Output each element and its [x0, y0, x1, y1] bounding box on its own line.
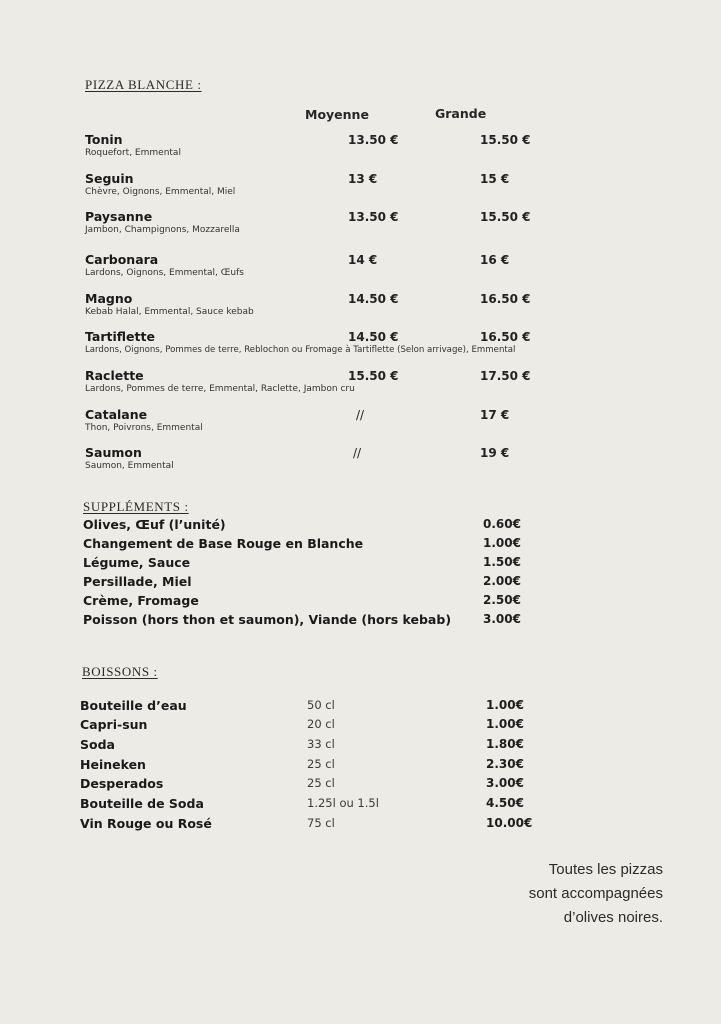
- price-grande: 19 €: [480, 446, 510, 460]
- price-grande: 16.50 €: [480, 330, 531, 344]
- supplements-heading: SUPPLÉMENTS :: [83, 499, 189, 514]
- supplement-row: [0, 574, 721, 593]
- note-line: Toutes les pizzas: [548, 861, 663, 878]
- col-grande-header: Grande: [435, 106, 487, 121]
- col-moyenne-header: Moyenne: [305, 107, 369, 122]
- pizza-blanche-heading: PIZZA BLANCHE :: [85, 77, 202, 92]
- note-line: d’olives noires.: [563, 909, 663, 926]
- pizza-description: Lardons, Oignons, Pommes de terre, Reblochon ou Fromage à Tartiflette (Selon arrivage), Emmental: [85, 345, 516, 355]
- pizza-item: [0, 291, 721, 327]
- supplement-label: Crème, Fromage: [83, 593, 199, 608]
- price-grande: 15.50 €: [480, 133, 531, 147]
- supplement-row: [0, 612, 721, 631]
- boissons-heading: BOISSONS :: [82, 664, 158, 679]
- pizza-name: Paysanne: [85, 209, 153, 224]
- drink-price: 3.00€: [486, 776, 524, 790]
- price-moyenne: 13.50 €: [348, 133, 399, 147]
- drink-row: [0, 816, 721, 835]
- drink-volume: 25 cl: [307, 776, 335, 790]
- drink-price: 1.80€: [486, 737, 524, 751]
- supplement-row: [0, 593, 721, 612]
- supplement-label: Persillade, Miel: [83, 574, 192, 589]
- pizza-item: [0, 171, 721, 207]
- pizza-item: [0, 209, 721, 245]
- supplement-price: 2.50€: [483, 593, 521, 607]
- pizza-item: [0, 368, 721, 404]
- pizza-name: Saumon: [85, 445, 142, 460]
- price-grande: 16 €: [480, 253, 510, 267]
- drink-label: Bouteille de Soda: [80, 796, 204, 811]
- pizza-item: [0, 329, 721, 365]
- pizza-name: Catalane: [85, 407, 148, 422]
- pizza-item: [0, 407, 721, 443]
- drink-volume: 50 cl: [307, 698, 335, 712]
- drink-price: 4.50€: [486, 796, 524, 810]
- supplement-price: 2.00€: [483, 574, 521, 588]
- drink-volume: 25 cl: [307, 757, 335, 771]
- supplement-price: 1.50€: [483, 555, 521, 569]
- price-grande: 17.50 €: [480, 369, 531, 383]
- supplement-row: [0, 555, 721, 574]
- drink-label: Desperados: [80, 776, 164, 791]
- price-grande: 15.50 €: [480, 210, 531, 224]
- pizza-item: [0, 132, 721, 168]
- supplement-label: Poisson (hors thon et saumon), Viande (hors kebab): [83, 612, 452, 627]
- pizza-name: Raclette: [85, 368, 144, 383]
- supplement-label: Changement de Base Rouge en Blanche: [83, 536, 364, 551]
- drink-row: [0, 776, 721, 795]
- pizza-name: Tartiflette: [85, 329, 155, 344]
- drink-label: Soda: [80, 737, 115, 752]
- price-grande: 15 €: [480, 172, 510, 186]
- note-line: sont accompagnées: [528, 885, 663, 902]
- supplement-label: Légume, Sauce: [83, 555, 191, 570]
- pizza-item: [0, 252, 721, 288]
- pizza-description: Thon, Poivrons, Emmental: [85, 423, 203, 433]
- drink-volume: 75 cl: [307, 816, 335, 830]
- drink-row: [0, 757, 721, 776]
- price-moyenne: 13.50 €: [348, 210, 399, 224]
- drink-label: Vin Rouge ou Rosé: [80, 816, 212, 831]
- price-moyenne: 14 €: [348, 253, 378, 267]
- pizza-description: Saumon, Emmental: [85, 461, 174, 471]
- drink-volume: 33 cl: [307, 737, 335, 751]
- pizza-name: Seguin: [85, 171, 134, 186]
- drink-price: 1.00€: [486, 717, 524, 731]
- pizza-description: Roquefort, Emmental: [85, 148, 181, 158]
- pizza-description: Kebab Halal, Emmental, Sauce kebab: [85, 307, 254, 317]
- drink-price: 1.00€: [486, 698, 524, 712]
- olives-note: [529, 858, 663, 930]
- drink-price: 2.30€: [486, 757, 524, 771]
- price-grande: 16.50 €: [480, 292, 531, 306]
- drink-row: [0, 737, 721, 756]
- pizza-name: Magno: [85, 291, 133, 306]
- supplement-price: 1.00€: [483, 536, 521, 550]
- drink-price: 10.00€: [486, 816, 533, 830]
- drink-row: [0, 796, 721, 815]
- price-moyenne: //: [353, 446, 362, 460]
- supplement-row: [0, 536, 721, 555]
- pizza-name: Carbonara: [85, 252, 159, 267]
- supplement-label: Olives, Œuf (l’unité): [83, 517, 226, 532]
- pizza-description: Lardons, Pommes de terre, Emmental, Raclette, Jambon cru: [85, 384, 355, 394]
- pizza-description: Chèvre, Oignons, Emmental, Miel: [85, 187, 236, 197]
- price-grande: 17 €: [480, 408, 510, 422]
- price-moyenne: 15.50 €: [348, 369, 399, 383]
- drink-row: [0, 717, 721, 736]
- supplement-price: 0.60€: [483, 517, 521, 531]
- price-moyenne: 14.50 €: [348, 292, 399, 306]
- drink-volume: 20 cl: [307, 717, 335, 731]
- pizza-description: Lardons, Oignons, Emmental, Œufs: [85, 268, 244, 278]
- supplement-price: 3.00€: [483, 612, 521, 626]
- price-moyenne: 14.50 €: [348, 330, 399, 344]
- drink-label: Heineken: [80, 757, 146, 772]
- pizza-name: Tonin: [85, 132, 123, 147]
- pizza-item: [0, 445, 721, 481]
- supplement-row: [0, 517, 721, 536]
- pizza-description: Jambon, Champignons, Mozzarella: [85, 225, 240, 235]
- price-moyenne: //: [356, 408, 365, 422]
- drink-label: Bouteille d’eau: [80, 698, 187, 713]
- drink-row: [0, 698, 721, 717]
- drink-label: Capri-sun: [80, 717, 148, 732]
- drink-volume: 1.25l ou 1.5l: [307, 796, 379, 810]
- price-moyenne: 13 €: [348, 172, 378, 186]
